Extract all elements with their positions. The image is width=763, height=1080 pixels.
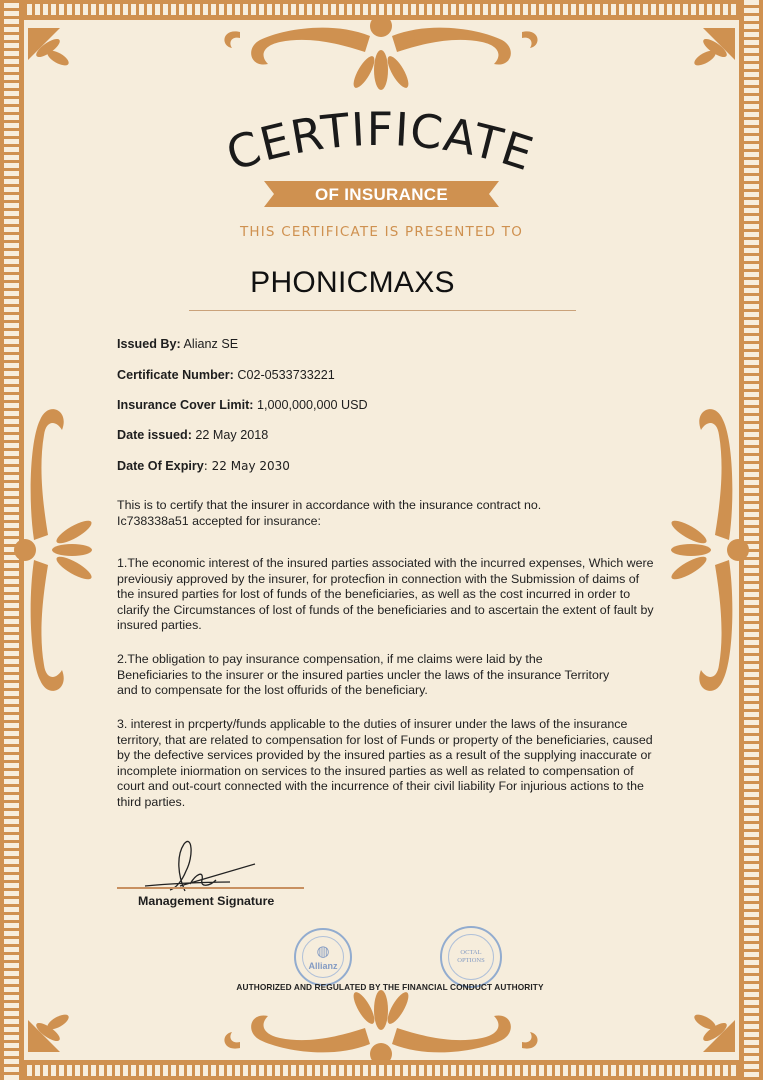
clause-2: 2.The obligation to pay insurance compensation, if me claims were laid by the Beneficiaries to the insurer or the insured parties uncler the laws of the insurance Territory and to compensate for the lost offurids of the beneficiary. <box>117 652 610 698</box>
right-side-flourish-ornament <box>669 409 749 691</box>
octal-options-seal <box>440 926 502 988</box>
field-label: Certificate Number: <box>117 368 234 382</box>
recipient-underline <box>189 310 576 311</box>
field-date-expiry <box>117 459 290 473</box>
authority-statement: AUTHORIZED AND REGULATED BY THE FINANCIAL CONDUCT AUTHORITY <box>236 982 544 992</box>
field-certificate-number <box>117 368 335 382</box>
field-label: Date issued: <box>117 428 192 442</box>
field-value: 22 May 2018 <box>195 428 269 442</box>
seal-name: OCTAL OPTIONS <box>457 949 485 964</box>
field-issued-by <box>117 337 238 351</box>
corner-ornament-bottom-right <box>692 1012 735 1052</box>
svg-text:CERTIFICATE <box>220 108 540 181</box>
handwritten-signature <box>140 836 260 902</box>
field-date-issued <box>117 428 268 442</box>
field-value: Alianz SE <box>183 337 239 351</box>
bottom-flourish-ornament <box>224 989 537 1065</box>
certificate-title <box>190 108 570 188</box>
field-label: Date Of Expiry <box>117 459 204 473</box>
field-value: 1,000,000,000 USD <box>256 398 368 412</box>
clause-3: 3. interest in prcperty/funds applicable to the duties of insurer under the laws of the insurance territory, that are related to compensation for lost of Funds or property of the beneficiaries, caused by the defective services provided by the insured parties as a result of the supplying inaccurate or incomplete iniormation on services to the insured parties as well as related to compensation of court and out-court connected with the incurrence of their civil liability For injurious actions to the third parties. <box>117 717 653 809</box>
field-value: : 22 May 2030 <box>203 459 290 473</box>
allianz-seal <box>294 928 352 986</box>
corner-ornament-bottom-left <box>28 1012 71 1052</box>
intro-paragraph: This is to certify that the insurer in accordance with the insurance contract no. Ic738338a51 accepted for insurance: <box>117 498 542 528</box>
signature-line <box>117 887 304 889</box>
title-text: CERTIFICATE <box>220 108 541 182</box>
clause-1: 1.The economic interest of the insured parties associated with the incurred expenses, Which were previousiy approved by the insurer, for protecfion in connection with the Submission of daims of the insured parties for lost of funds of the beneficiaries, as well as the cost incurred in order to clarify the Circumstances of lost of funds of the beneficiaries and to ascertain the extent of fault by insured parties. <box>117 556 654 633</box>
top-flourish-ornament <box>224 15 537 91</box>
field-value: C02-0533733221 <box>237 368 335 382</box>
corner-ornament-top-right <box>692 28 735 68</box>
field-label: Insurance Cover Limit: <box>117 398 254 412</box>
presented-to-label: THIS CERTIFICATE IS PRESENTED TO <box>239 224 524 240</box>
subtitle-label: OF INSURANCE <box>315 185 448 204</box>
left-side-flourish-ornament <box>14 409 94 691</box>
corner-ornament-top-left <box>28 28 71 68</box>
seal-name: Allianz <box>308 961 338 971</box>
field-label: Issued By: <box>117 337 181 351</box>
recipient-name: PHONICMAXS <box>250 266 455 299</box>
field-cover-limit <box>117 398 368 412</box>
allianz-logo-icon: ◍ <box>316 943 330 960</box>
signature-label: Management Signature <box>138 894 275 908</box>
